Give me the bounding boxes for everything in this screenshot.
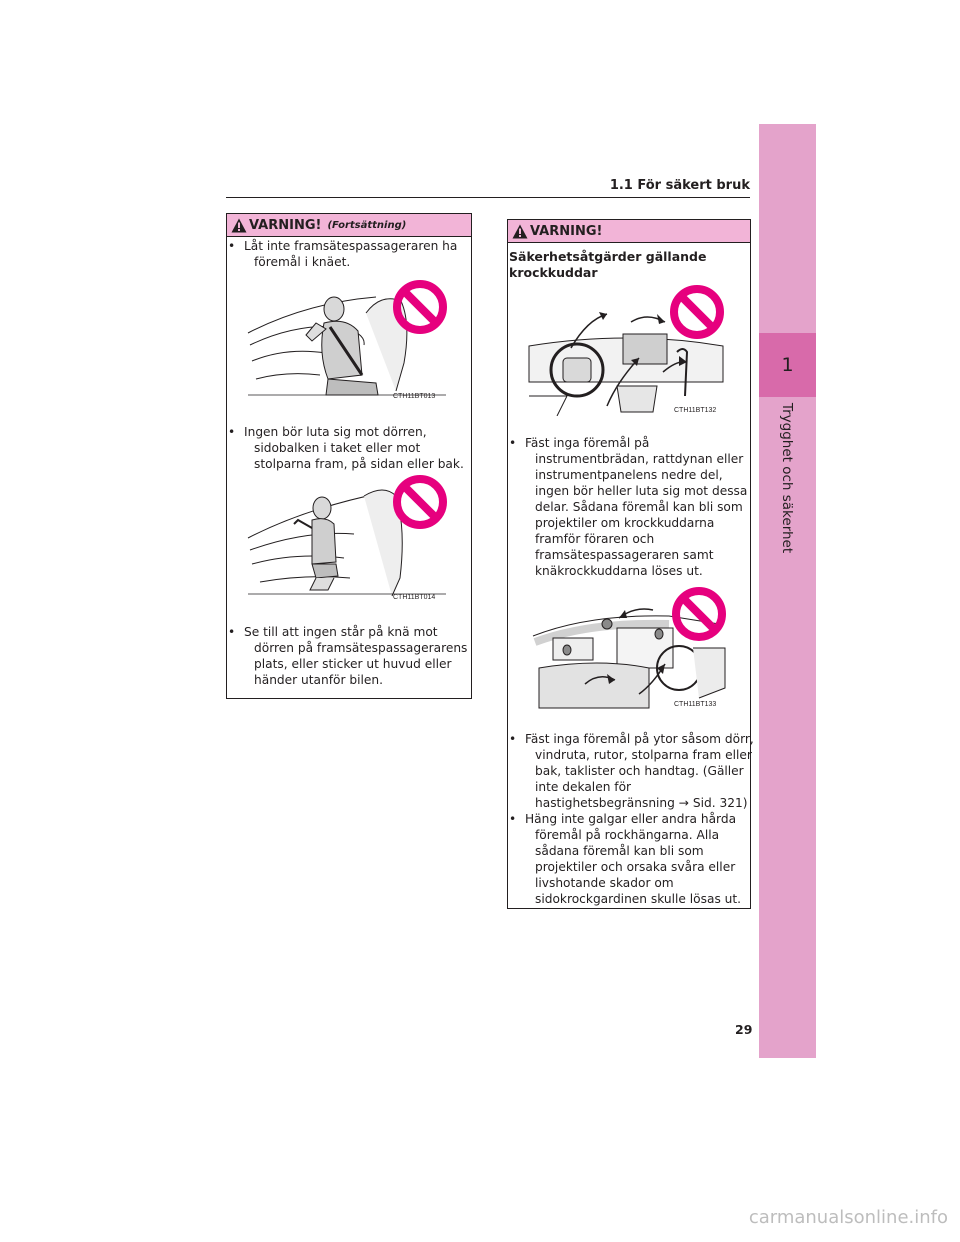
bullet-line: vindruta, rutor, stolparna fram eller — [535, 748, 752, 762]
bullet-line: projektiler om krockkuddarna — [535, 516, 715, 530]
bullet-line: instrumentbrädan, rattdynan eller — [535, 452, 744, 466]
illustration-passenger-knee-objects — [246, 283, 456, 403]
warning-title: VARNING! — [249, 217, 322, 233]
bullet-line: framför föraren och — [535, 532, 655, 546]
bullet-line: delar. Sådana föremål kan bli som — [535, 500, 743, 514]
warning-subtitle: (Fortsättning) — [327, 219, 407, 231]
bullet-item — [228, 238, 468, 272]
illustration-person-leaning-door — [246, 478, 456, 600]
bullet-marker: • — [228, 239, 236, 253]
bullet-item — [228, 624, 468, 690]
bullet-line: inte dekalen för — [535, 780, 632, 794]
chapter-label: Trygghet och säkerhet — [779, 402, 795, 554]
bullet-line: Fäst inga föremål på — [525, 436, 650, 450]
illustration-caption: CTH11BT133 — [674, 701, 717, 708]
bullet-line: instrumentpanelens nedre del, — [535, 468, 723, 482]
bullet-line: bak, taklister och handtag. (Gäller — [535, 764, 744, 778]
warning-triangle-icon — [512, 224, 528, 239]
prohibition-icon — [671, 586, 727, 642]
subheading-line: krockkuddar — [509, 265, 598, 280]
bullet-item — [509, 435, 749, 581]
bullet-marker: • — [509, 732, 517, 746]
bullet-marker: • — [509, 812, 517, 826]
header-divider — [226, 197, 750, 198]
illustration-interior-surfaces — [529, 588, 729, 714]
bullet-line: hastighetsbegränsning → Sid. 321) — [535, 796, 748, 810]
watermark: carmanualsonline.info — [748, 1207, 948, 1228]
illustration-caption: CTH11BT014 — [393, 594, 436, 601]
bullet-line: föremål i knäet. — [254, 255, 351, 269]
illustration-caption: CTH11BT013 — [393, 393, 436, 400]
chapter-number: 1 — [781, 354, 794, 376]
chapter-number-tab[interactable] — [759, 333, 816, 397]
bullet-line: Låt inte framsätespassageraren ha — [244, 239, 458, 253]
prohibition-icon — [392, 279, 448, 335]
bullet-line: stolparna fram, på sidan eller bak. — [254, 457, 464, 471]
bullet-line: knäkrockkuddarna löses ut. — [535, 564, 703, 578]
prohibition-icon — [669, 284, 725, 340]
warning-header — [508, 220, 750, 243]
bullet-line: sidobalken i taket eller mot — [254, 441, 421, 455]
bullet-item — [509, 811, 749, 909]
bullet-line: sidokrockgardinen skulle lösas ut. — [535, 892, 742, 906]
subheading-line: Säkerhetsåtgärder gällande — [509, 249, 707, 264]
bullet-line: föremål på rockhängarna. Alla — [535, 828, 720, 842]
warning-header — [227, 214, 471, 237]
bullet-line: Häng inte galgar eller andra hårda — [525, 812, 737, 826]
illustration-dashboard-objects — [527, 286, 727, 416]
bullet-item — [509, 731, 754, 813]
bullet-line: händer utanför bilen. — [254, 673, 383, 687]
bullet-line: projektiler och orsaka svåra eller — [535, 860, 736, 874]
illustration-caption: CTH11BT132 — [674, 407, 717, 414]
bullet-line: framsätespassageraren samt — [535, 548, 714, 562]
page-number: 29 — [735, 1022, 753, 1037]
section-subheading — [509, 249, 749, 281]
bullet-line: livshotande skador om — [535, 876, 674, 890]
bullet-line: dörren på framsätespassagerarens — [254, 641, 468, 655]
prohibition-icon — [392, 474, 448, 530]
bullet-line: Se till att ingen står på knä mot — [244, 625, 438, 639]
warning-triangle-icon — [231, 218, 247, 233]
bullet-line: plats, eller sticker ut huvud eller — [254, 657, 452, 671]
chapter-side-tab — [759, 124, 816, 1058]
bullet-line: Ingen bör luta sig mot dörren, — [244, 425, 427, 439]
bullet-marker: • — [509, 436, 517, 450]
warning-title: VARNING! — [530, 223, 603, 239]
bullet-marker: • — [228, 425, 236, 439]
bullet-marker: • — [228, 625, 236, 639]
bullet-item — [228, 424, 468, 474]
bullet-line: sådana föremål kan bli som — [535, 844, 704, 858]
bullet-line: ingen bör heller luta sig mot dessa — [535, 484, 748, 498]
bullet-line: Fäst inga föremål på ytor såsom dörr, — [525, 732, 754, 746]
section-title: 1.1 För säkert bruk — [609, 178, 750, 193]
